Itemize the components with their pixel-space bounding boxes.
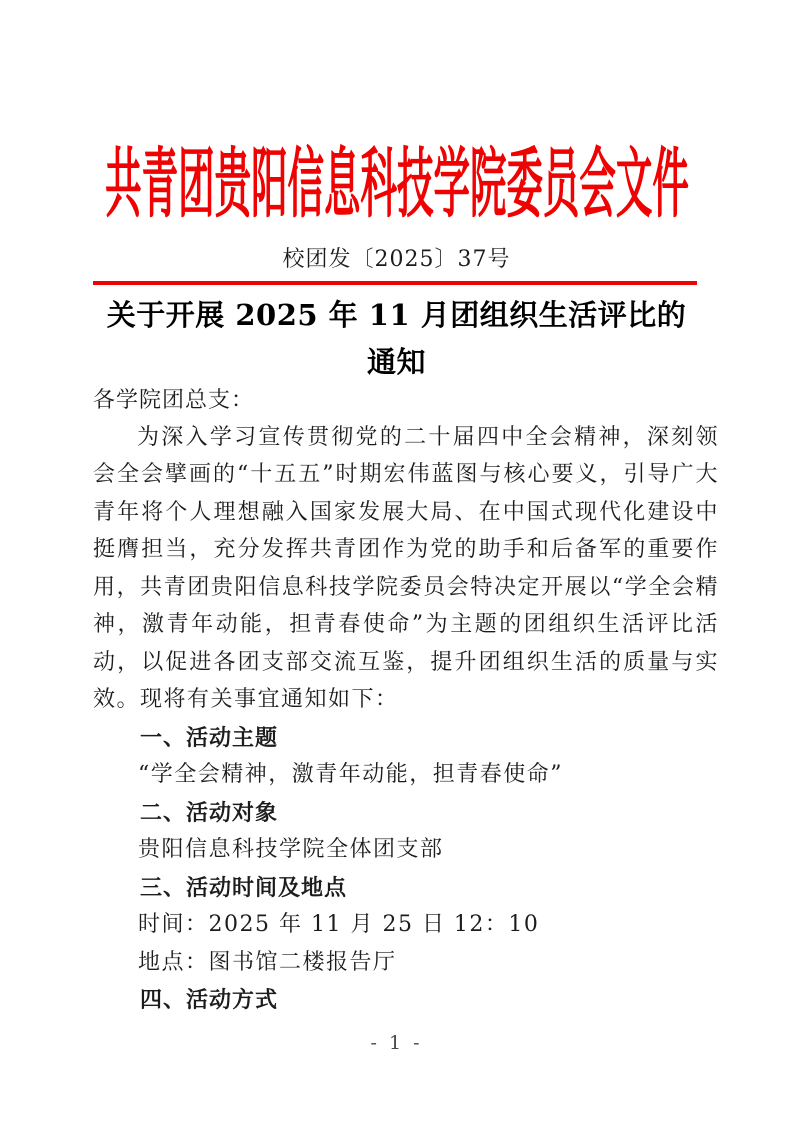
document-number: 校团发〔2025〕37号 xyxy=(282,247,511,272)
section-2-line: 贵阳信息科技学院全体团支部 xyxy=(138,837,444,862)
section-3-line-place: 地点：图书馆二楼报告厅 xyxy=(138,949,397,975)
document-body xyxy=(93,381,719,1019)
document-title-line-2: 通知 xyxy=(366,345,426,379)
document-title-line-1: 关于开展 2025 年 11 月团组织生活评比的 xyxy=(106,298,687,332)
section-4-heading: 四、活动方式 xyxy=(140,987,279,1012)
document-title xyxy=(0,292,793,386)
intro-paragraph: 为深入学习宣传贯彻党的二十届四中全会精神，深刻领会全会擘画的“十五五”时期宏伟蓝图与核心要义，引导广大青年将个人理想融入国家发展大局、在中国式现代化建设中挺膺担当，充分发挥共青团作为党的助手和后备军的重要作用，共青团贵阳信息科技学院委员会特决定开展以“学全会精神，激青年动能，担青春使命”为主题的团组织生活评比活动，以促进各团支部交流互鉴，提升团组织生活的质量与实效。现将有关事宜通知如下： xyxy=(93,424,719,712)
section-3-heading: 三、活动时间及地点 xyxy=(140,874,348,900)
section-3-line-time: 时间：2025 年 11 月 25 日 12：10 xyxy=(138,912,540,937)
page-number: - 1 - xyxy=(370,1032,423,1054)
salutation: 各学院团总支： xyxy=(93,387,255,412)
section-2-heading: 二、活动对象 xyxy=(140,799,279,825)
section-1-heading: 一、活动主题 xyxy=(140,724,279,750)
letterhead-org-title: 共青团贵阳信息科技学院委员会文件 xyxy=(104,139,689,228)
letterhead-divider-rule xyxy=(93,281,697,285)
section-1-line: “学全会精神，激青年动能，担青春使命” xyxy=(138,762,563,787)
